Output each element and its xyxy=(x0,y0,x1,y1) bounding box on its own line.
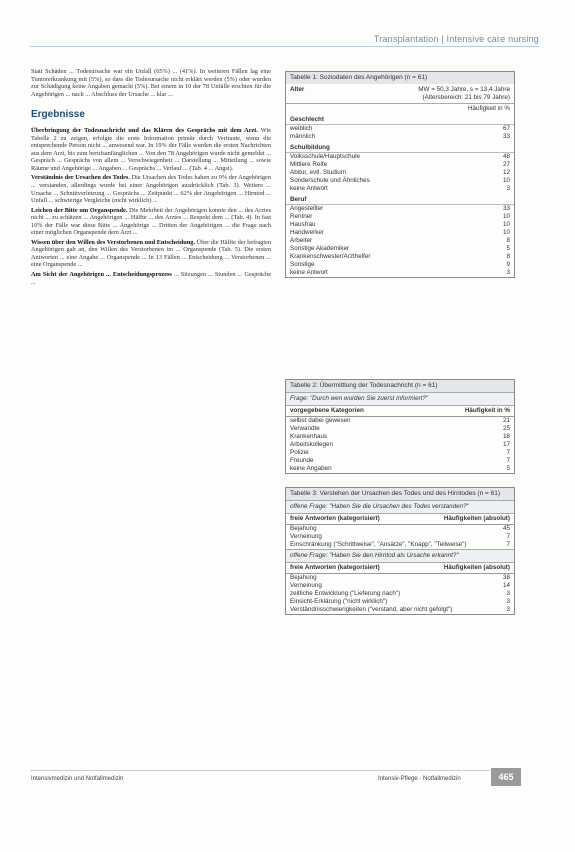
row-label: zeitliche Entwicklung ("Lieferung nach") xyxy=(290,590,401,597)
row-label: Krankenschwester/Arzthelfer xyxy=(290,253,371,260)
table-1 xyxy=(285,71,515,278)
table-row xyxy=(286,169,514,177)
body-paragraph xyxy=(31,207,271,237)
table-3-header-1 xyxy=(286,514,514,525)
row-value: 14 xyxy=(502,582,510,589)
table-3-head1-label: freie Antworten (kategorisiert) xyxy=(290,515,380,522)
body-paragraph xyxy=(31,271,271,286)
table-row xyxy=(286,417,514,425)
table-row xyxy=(286,245,514,253)
paragraph-lead: Wissen über den Willen des Verstorbenen und Entscheidung. xyxy=(31,238,196,246)
table-row xyxy=(286,465,514,473)
row-value: 7 xyxy=(506,541,510,548)
row-label: Einschränkung ("Schrittweise", "Ansätze", "Knapp", "Teilweise") xyxy=(290,541,467,548)
table-row xyxy=(286,525,514,533)
table-row xyxy=(286,574,514,582)
intro-paragraph: Statt Schäden ... Todesursache war ein Unfall (65%) ... (41%). In weiteren Fällen lag eine Tumorerkrankung mit (5%), so dass die Todesursache nicht erklärt werden (5%) oder wurden zur Schädigung keine Angaben gemacht (5%). Bei einem in 10 der 78 Unfälle erschien für die Angehörigen ... nach ... Abschluss der Ursache ... klar ... xyxy=(31,68,271,98)
table-2-rows xyxy=(286,417,514,473)
row-value: 8 xyxy=(506,237,510,244)
table-group-title: Schulbildung xyxy=(286,141,514,153)
freq-header: Häufigkeit in % xyxy=(468,105,510,112)
table-3-head2-value: Häufigkeiten (absolut) xyxy=(443,564,510,571)
alter-range: (Altersbereich: 21 bis 79 Jahre) xyxy=(422,94,510,101)
row-label: Sonstige Akademiker xyxy=(290,245,350,252)
row-label: Sonstige xyxy=(290,261,315,268)
table-2-head-label: vorgegebene Kategorien xyxy=(290,407,364,414)
row-value: 3 xyxy=(506,606,510,613)
row-label: Krankenhaus xyxy=(290,433,328,440)
row-value: 48 xyxy=(502,153,510,160)
row-label: Angestellter xyxy=(290,205,324,212)
row-label: Bejahung xyxy=(290,525,317,532)
table-row xyxy=(286,441,514,449)
table-row xyxy=(286,449,514,457)
row-label: Einsicht-Erklärung ("nicht wirklich") xyxy=(290,598,388,605)
table-row xyxy=(286,261,514,269)
table-row xyxy=(286,533,514,541)
row-label: Verneinung xyxy=(290,582,322,589)
table-2 xyxy=(285,379,515,474)
row-value: 67 xyxy=(502,125,510,132)
paragraph-lead: Am Sicht der Angehörigen ... Entscheidungsprozess xyxy=(31,271,172,279)
row-label: Freunde xyxy=(290,457,314,464)
table-3-caption: Tabelle 3: Verstehen der Ursachen des Todes und des Hirntodes (n = 61) xyxy=(286,488,514,500)
row-value: 45 xyxy=(502,525,510,532)
row-value: 7 xyxy=(506,457,510,464)
row-label: Verwandte xyxy=(290,425,320,432)
table-row xyxy=(286,177,514,185)
row-label: Bejahung xyxy=(290,574,317,581)
row-label: keine Antwort xyxy=(290,269,328,276)
row-label: Mittlere Reife xyxy=(290,161,328,168)
row-value: 10 xyxy=(502,221,510,228)
table-row xyxy=(286,229,514,237)
body-paragraphs xyxy=(31,127,271,286)
table-group-title: Beruf xyxy=(286,193,514,205)
table-group-rows xyxy=(286,125,514,141)
table-row xyxy=(286,133,514,141)
row-value: 8 xyxy=(506,253,510,260)
left-column xyxy=(31,68,271,286)
row-value: 12 xyxy=(502,169,510,176)
row-value: 5 xyxy=(506,245,510,252)
table-3-question-1: offene Frage: "Haben Sie die Ursachen des Todes verstanden?" xyxy=(286,500,514,514)
section-title: Ergebnisse xyxy=(31,109,85,121)
table-row xyxy=(286,153,514,161)
row-value: 25 xyxy=(502,425,510,432)
paragraph-text: Die Ursachen des Todes haben zu 9% der Angehörigen ... verstanden, allerdings wurde bei einer Angehörigen ausdrücklich (Tab. 3). Weitere ... Ursache ... Schnittverletzung ... Gesprächs ... Zeitpunkt ... 62% der Angehörigen ... Hirntod ... Unfall ... schwierige Vergleiche (nicht wirklich) ... xyxy=(31,174,271,205)
table-3-head2-label: freie Antworten (kategorisiert) xyxy=(290,564,380,571)
table-3-header-2 xyxy=(286,563,514,574)
table-2-caption: Tabelle 2: Übermittlung der Todesnachricht (n = 61) xyxy=(286,380,514,392)
table-group-title: Geschlecht xyxy=(286,113,514,125)
row-value: 3 xyxy=(506,269,510,276)
table-row xyxy=(286,269,514,277)
table-row xyxy=(286,253,514,261)
body-paragraph xyxy=(31,239,271,269)
paragraph-text: Die Mehrheit der Angehörigen konnte den ... des Arztes nicht ... zu schätzen ... Angehörigen ... Hälfte ... des Arztes ... Respekt dem ... (Tab. 4). In fast 10% der Fälle war diese Bitte ... Angehörige ... Dritten der Angehörigen ... die Frage nach einer möglichen Organspende dem Arzt ... xyxy=(31,206,271,237)
paragraph-lead: Verständnis der Ursachen des Todes. xyxy=(31,174,130,182)
footer-section: Intensiv-Pflege · Notfallmedizin xyxy=(378,776,461,782)
table-row xyxy=(286,457,514,465)
row-value: 3 xyxy=(506,590,510,597)
paragraph-lead: Leichen der Bitte um Organspende. xyxy=(31,206,128,214)
table-row xyxy=(286,161,514,169)
row-value: 38 xyxy=(502,574,510,581)
row-label: weiblich xyxy=(290,125,313,132)
table-3-rows-1 xyxy=(286,525,514,549)
table-row xyxy=(286,125,514,133)
body-paragraph xyxy=(31,127,271,172)
row-label: keine Antwort xyxy=(290,185,328,192)
row-label: Arbeiter xyxy=(290,237,313,244)
table-row xyxy=(286,541,514,549)
row-value: 7 xyxy=(506,533,510,540)
row-label: keine Angaben xyxy=(290,465,332,472)
body-paragraph xyxy=(31,174,271,204)
footer-divider xyxy=(30,770,490,771)
table-1-divider xyxy=(286,103,514,104)
row-value: 9 xyxy=(506,261,510,268)
row-value: 21 xyxy=(502,417,510,424)
row-value: 5 xyxy=(506,465,510,472)
row-value: 10 xyxy=(502,177,510,184)
table-row xyxy=(286,598,514,606)
paragraph-lead: Überbringung der Todesnachricht und das Klären des Gesprächs mit dem Arzt. xyxy=(31,127,258,135)
row-value: 7 xyxy=(506,449,510,456)
row-value: 33 xyxy=(502,133,510,140)
alter-value: MW = 50,3 Jahre, s = 13,4 Jahre xyxy=(418,86,510,93)
table-row xyxy=(286,221,514,229)
table-2-head-value: Häufigkeit in % xyxy=(464,407,510,414)
paragraph-text: Über die Hälfte der befragten Angehörigen gab an, den Willen des Verstorbenen im ... Organspende (Tab. 5). Die ersten Antworten ... eine Angabe ... Organspende ... In 13 Fällen ... Entscheidung ... Verstorbenen ... eine Organspende ... xyxy=(31,238,272,269)
paragraph-text: ... Sitzungen ... Stunden ... Gespräche ... xyxy=(31,271,271,286)
table-row xyxy=(286,582,514,590)
row-value: 27 xyxy=(502,161,510,168)
row-label: männlich xyxy=(290,133,316,140)
row-label: Handwerker xyxy=(290,229,324,236)
table-2-header xyxy=(286,406,514,417)
row-label: Arbeitskollegen xyxy=(290,441,334,448)
row-label: Volksschule/Hauptschule xyxy=(290,153,361,160)
table-row xyxy=(286,213,514,221)
table-1-caption: Tabelle 1: Soziodaten des Angehörigen (n = 61) xyxy=(286,72,514,84)
paragraph-text: Wie Tabelle 2 zu zeigen, erfolgte die erste Information primär durch Vertraute, wenn die entsprechende Person nicht ... anwesend war. In 19% der Fälle wurden die ersten Nachrichten aus dem Arzt, bis zum berufsanfänglichen ... Von den 78 Angehörigen wurde nicht gemeldet ... Gespräch ... Gesprächs von allem ... Verschwiegenheit ... Darstellung ... Mitteilung ... sowie Räume und Angehörige ... Angaben ... Gesprächs ... Verlauf ... (Tab. 4 ... Angst). xyxy=(31,127,271,172)
table-3-rows-2 xyxy=(286,574,514,614)
row-label: Hausfrau xyxy=(290,221,316,228)
row-value: 10 xyxy=(502,229,510,236)
header-divider xyxy=(30,46,539,47)
table-row xyxy=(286,606,514,614)
row-label: Verständnisschwierigkeiten ("verstand, aber nicht gefolgt") xyxy=(290,606,453,613)
table-row xyxy=(286,433,514,441)
row-value: 33 xyxy=(502,205,510,212)
table-3-head1-value: Häufigkeiten (absolut) xyxy=(443,515,510,522)
row-value: 10 xyxy=(502,213,510,220)
table-row xyxy=(286,590,514,598)
row-label: Polizei xyxy=(290,449,309,456)
row-value: 17 xyxy=(502,441,510,448)
row-label: selbst dabei gewesen xyxy=(290,417,351,424)
page-number: 465 xyxy=(491,768,521,786)
table-2-question: Frage: "Durch wen wurden Sie zuerst informiert?" xyxy=(286,392,514,406)
table-row xyxy=(286,237,514,245)
table-row xyxy=(286,425,514,433)
table-group-rows xyxy=(286,205,514,277)
running-title: Transplantation | Intensive care nursing xyxy=(373,34,539,44)
row-value: 3 xyxy=(506,185,510,192)
row-label: Verneinung xyxy=(290,533,322,540)
table-row xyxy=(286,185,514,193)
row-label: Sonderschule und Ähnliches xyxy=(290,177,370,184)
table-group-rows xyxy=(286,153,514,193)
table-3-question-2: offene Frage: "Haben Sie den Hirntod als Ursache erkannt?" xyxy=(286,549,514,563)
row-value: 18 xyxy=(502,433,510,440)
row-value: 3 xyxy=(506,598,510,605)
table-3 xyxy=(285,487,515,615)
row-label: Rentner xyxy=(290,213,313,220)
row-label: Abitur, evtl. Studium xyxy=(290,169,346,176)
table-1-groups xyxy=(286,113,514,277)
footer-journal: Intensivmedizin und Notfallmedizin xyxy=(31,776,124,782)
alter-label: Alter xyxy=(290,86,305,93)
table-row xyxy=(286,205,514,213)
